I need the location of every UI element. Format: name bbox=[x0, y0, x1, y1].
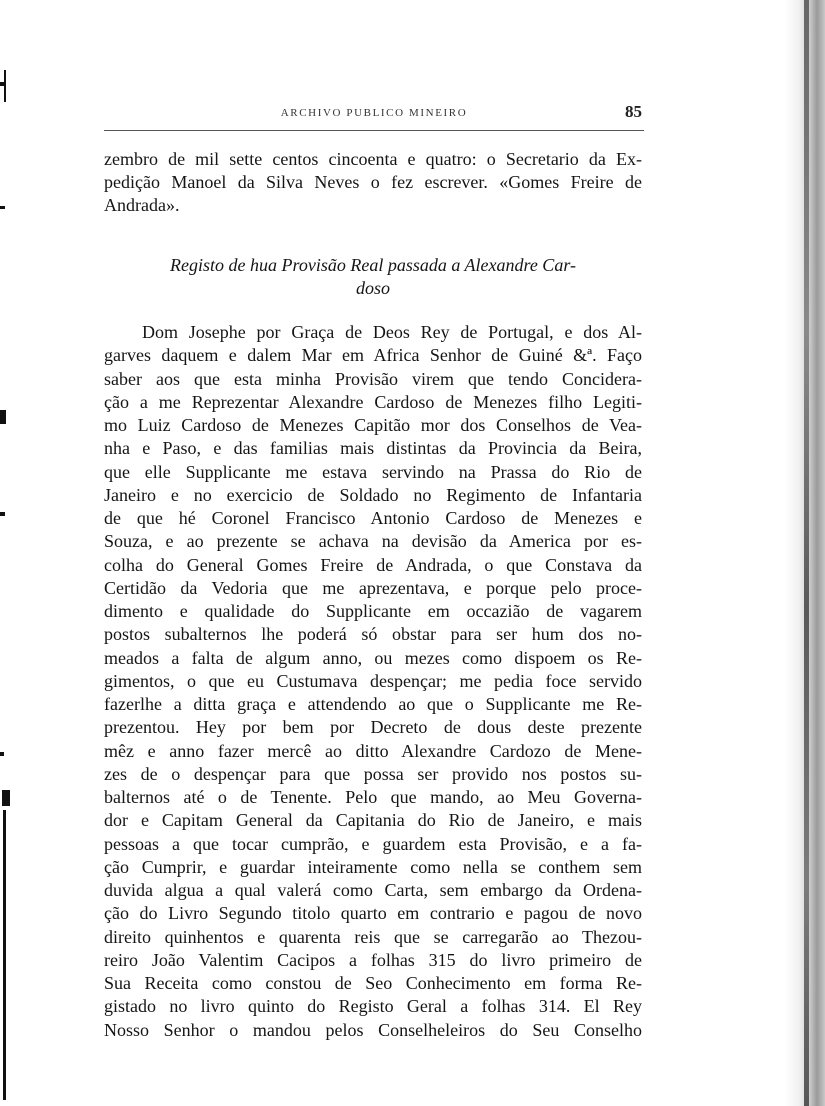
text-line: de que hé Coronel Francisco Antonio Cardoso de Menezes e bbox=[104, 508, 642, 528]
text-line: postos subalternos lhe poderá só obstar para ser hum dos no- bbox=[104, 624, 642, 645]
margin-mark bbox=[0, 206, 5, 209]
opening-paragraph bbox=[104, 148, 642, 217]
margin-mark bbox=[4, 70, 6, 102]
text-line: ção a me Reprezentar Alexandre Cardoso de Menezes filho Legiti- bbox=[104, 391, 642, 412]
text-line: mo Luiz Cardoso de Menezes Capitão mor dos Conselhos de Vea- bbox=[104, 415, 642, 435]
text-line: direito quinhentos e quarenta reis que se carregarão ao Thezou- bbox=[104, 926, 642, 947]
margin-mark bbox=[0, 410, 6, 424]
margin-mark bbox=[0, 512, 5, 516]
text-line: zes de o despençar para que possa ser provido nos postos su- bbox=[104, 763, 642, 784]
page-number: 85 bbox=[625, 102, 642, 121]
section-heading bbox=[104, 254, 642, 300]
text-line: duvida algua a qual valerá como Carta, sem embargo da Ordena- bbox=[104, 880, 642, 900]
text-line: Nosso Senhor o mandou pelos Conselheleiros do Seu Conselho bbox=[104, 1019, 642, 1040]
text-line: saber aos que esta minha Provisão virem que tendo Concidera- bbox=[104, 368, 642, 389]
text-line: Janeiro e no exercicio de Soldado no Regimento de Infantaria bbox=[104, 484, 642, 505]
text-line: Andrada». bbox=[104, 195, 180, 215]
text-line: dimento e qualidade do Supplicante em occazião de vagarem bbox=[104, 601, 642, 621]
margin-mark bbox=[3, 810, 6, 1100]
text-line: prezentou. Hey por bem por Decreto de dous deste prezente bbox=[104, 717, 642, 738]
text-line: ção Cumprir, e guardar inteiramente como nella se conthem sem bbox=[104, 856, 642, 877]
heading-line: Registo de hua Provisão Real passada a Alexandre Car- bbox=[170, 255, 576, 275]
text-line: meados a falta de algum anno, ou mezes como dispoem os Re- bbox=[104, 647, 642, 668]
text-line: fazerlhe a ditta graça e attendendo ao que o Supplicante me Re- bbox=[104, 694, 642, 714]
provision-text bbox=[104, 321, 642, 1042]
text-line: zembro de mil sette centos cincoenta e quatro: o Secretario da Ex- bbox=[104, 149, 642, 169]
header-rule bbox=[104, 130, 644, 131]
text-line: que elle Supplicante me estava servindo na Prassa do Rio de bbox=[104, 461, 642, 482]
text-line: gistado no livro quinto do Registo Geral a folhas 314. El Rey bbox=[104, 996, 642, 1017]
text-line: colha do General Gomes Freire de Andrada, o que Constava da bbox=[104, 554, 642, 575]
margin-mark bbox=[0, 752, 4, 756]
text-line: balternos até o de Tenente. Pelo que mando, ao Meu Governa- bbox=[104, 787, 642, 807]
margin-mark bbox=[2, 790, 10, 806]
text-line: Souza, e ao prezente se achava na devisão da America por es- bbox=[104, 531, 642, 552]
text-line: mêz e anno fazer mercê ao ditto Alexandre Cardozo de Mene- bbox=[104, 740, 642, 761]
text-line: Sua Receita como constou de Seo Conhecimento em forma Re- bbox=[104, 973, 642, 993]
text-line: nha e Paso, e das familias mais distintas da Provincia da Beira, bbox=[104, 438, 642, 459]
running-title: ARCHIVO PUBLICO MINEIRO bbox=[280, 107, 468, 119]
text-line: reiro João Valentim Cacipos a folhas 315 do livro primeiro de bbox=[104, 949, 642, 970]
text-line: pessoas a que tocar cumprão, e guardem esta Provisão, e a fa- bbox=[104, 833, 642, 854]
text-line: garves daquem e dalem Mar em Africa Senhor de Guiné &ª. Faço bbox=[104, 345, 642, 366]
binding-edge bbox=[804, 0, 809, 1106]
text-line: pedição Manoel da Silva Neves o fez escrever. «Gomes Freire de bbox=[104, 172, 642, 192]
text-line: dor e Capitam General da Capitania do Rio de Janeiro, e mais bbox=[104, 810, 642, 831]
text-line: Dom Josephe por Graça de Deos Rey de Portugal, e dos Al- bbox=[142, 322, 642, 342]
text-line: gimentos, o que eu Custumava despençar; me pedia foce servido bbox=[104, 670, 642, 691]
heading-line: doso bbox=[355, 278, 390, 298]
text-line: Certidão da Vedoria que me aprezentava, e porque pelo proce- bbox=[104, 577, 642, 598]
page-header bbox=[104, 102, 644, 124]
text-line: ção do Livro Segundo titolo quarto em contrario e pagou de novo bbox=[104, 903, 642, 924]
